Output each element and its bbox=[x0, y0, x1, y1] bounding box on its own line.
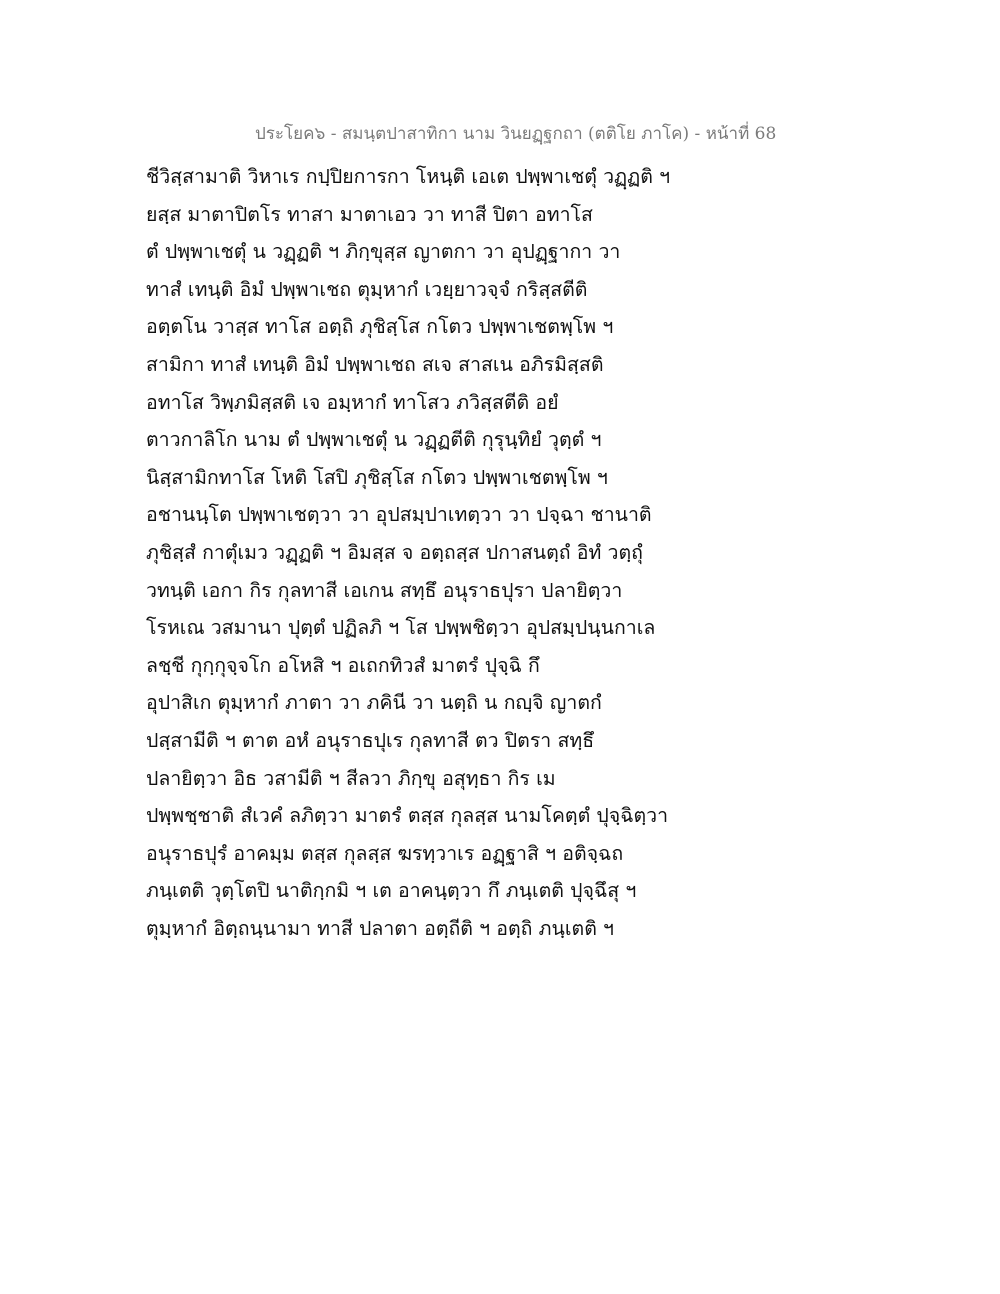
text-line: อชานนฺโต ปพฺพาเชตฺวา วา อุปสมฺปาเทตฺวา วา ปจฺฉา ชานาติ bbox=[146, 503, 652, 527]
text-line: โรหเณ วสมานา ปุตฺตํ ปฏิลภิ ฯ โส ปพฺพชิตฺวา อุปสมฺปนฺนกาเล bbox=[146, 616, 656, 640]
text-line: สามิกา ทาสํ เทนฺติ อิมํ ปพฺพาเชถ สเจ สาสเน อภิรมิสฺสติ bbox=[146, 352, 604, 376]
page-header: ประโยค๖ - สมนฺตปาสาทิกา นาม วินยฏฺฐกถา (ตติโย ภาโค) - หน้าที่ 68 bbox=[255, 124, 777, 144]
text-line: นิสฺสามิกทาโส โหติ โสปิ ภุชิสฺโส กโตว ปพฺพาเชตพฺโพ ฯ bbox=[146, 465, 608, 489]
text-line: ปลายิตฺวา อิธ วสามีติ ฯ สีลวา ภิกฺขุ อสุทฺธา กิร เม bbox=[146, 766, 556, 790]
text-line: อตฺตโน วาสฺส ทาโส อตฺถิ ภุชิสฺโส กโตว ปพฺพาเชตพฺโพ ฯ bbox=[146, 315, 614, 339]
text-line: ชีวิสฺสามาติ วิหาเร กปฺปิยการกา โหนฺติ เอเต ปพฺพาเชตุํ วฏฺฏติ ฯ bbox=[146, 165, 671, 188]
text-line: อทาโส วิพฺภมิสฺสติ เจ อมฺหากํ ทาโสว ภวิสฺสตีติ อยํ bbox=[146, 390, 559, 414]
text-line: ปสฺสามีติ ฯ ตาต อหํ อนุราธปุเร กุลทาสี ตว ปิตรา สทฺธึ bbox=[146, 728, 595, 752]
text-line: อนุราธปุรํ อาคมฺม ตสฺส กุลสฺส ฆรทฺวาเร อฏฺฐาสิ ฯ อติจฺฉถ bbox=[146, 841, 624, 865]
text-line: ยสฺส มาตาปิตโร ทาสา มาตาเอว วา ทาสี ปิตา อทาโส bbox=[146, 202, 593, 226]
text-line: วทนฺติ เอกา กิร กุลทาสี เอเกน สทฺธึ อนุราธปุรา ปลายิตฺวา bbox=[146, 578, 623, 602]
text-line: ตุมฺหากํ อิตฺถนฺนามา ทาสี ปลาตา อตฺถีติ ฯ อตฺถิ ภนฺเตติ ฯ bbox=[146, 916, 615, 940]
text-line: อุปาสิเก ตุมฺหากํ ภาตา วา ภคินี วา นตฺถิ น กญฺจิ ญาตกํ bbox=[146, 691, 602, 715]
text-line: ภนฺเตติ วุตฺโตปิ นาติกฺกมิ ฯ เต อาคนฺตฺวา กึ ภนฺเตติ ปุจฺฉึสุ ฯ bbox=[146, 879, 637, 903]
text-line: ตํ ปพฺพาเชตุํ น วฏฺฏติ ฯ ภิกฺขุสฺส ญาตกา วา อุปฏฺฐากา วา bbox=[146, 240, 621, 264]
text-line: ปพฺพชฺชาติ สํเวคํ ลภิตฺวา มาตรํ ตสฺส กุลสฺส นามโคตฺตํ ปุจฺฉิตฺวา bbox=[146, 804, 669, 828]
text-line: ลชฺชี กุกฺกุจฺจโก อโหสิ ฯ อเถกทิวสํ มาตรํ ปุจฺฉิ กึ bbox=[146, 653, 540, 677]
text-line: ตาวกาลิโก นาม ตํ ปพฺพาเชตุํ น วฏฺฏตีติ กุรุนฺทิยํ วุตฺตํ ฯ bbox=[146, 428, 602, 452]
body-text bbox=[146, 158, 706, 947]
text-line: ภุชิสฺสํ กาตุํเมว วฏฺฏติ ฯ อิมสฺส จ อตฺถสฺส ปกาสนตฺถํ อิทํ วตฺถุํ bbox=[146, 540, 643, 564]
text-line: ทาสํ เทนฺติ อิมํ ปพฺพาเชถ ตุมฺหากํ เวยฺยาวจฺจํ กริสฺสตีติ bbox=[146, 277, 588, 301]
